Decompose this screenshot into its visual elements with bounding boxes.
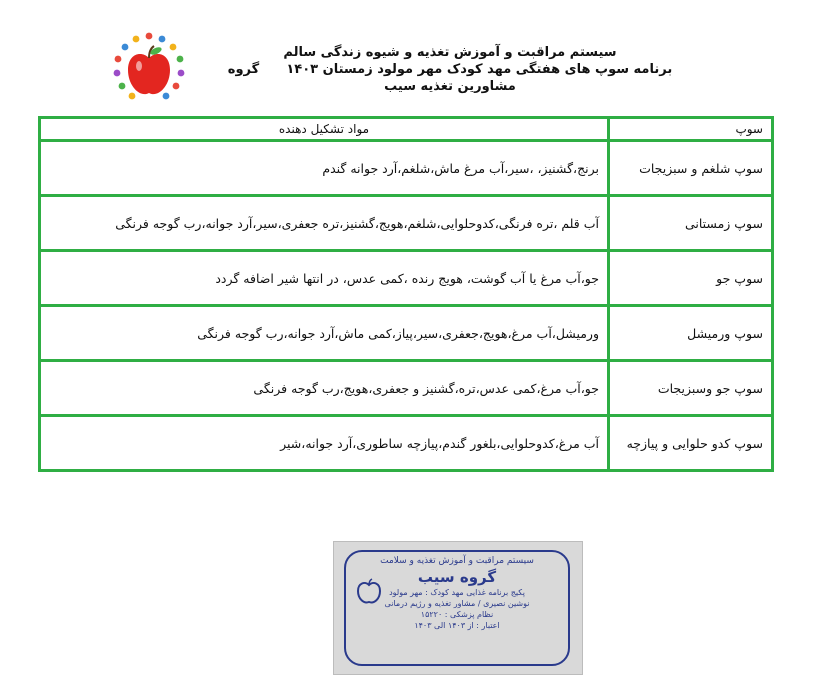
soup-ingredients: آب مرغ،کدوحلوایی،بلغور گندم،پیازچه ساطوری،آرد جوانه،شیر xyxy=(40,416,609,471)
header-subtitle xyxy=(200,61,700,95)
apple-icon xyxy=(128,54,170,94)
table-header-row xyxy=(40,118,773,141)
table-row xyxy=(40,361,773,416)
stamp-title: گروه سیب xyxy=(417,568,497,586)
table-row xyxy=(40,251,773,306)
table-row xyxy=(40,196,773,251)
soup-name: سوپ جو وسبزیجات xyxy=(609,361,773,416)
column-header-soup: سوپ xyxy=(609,118,773,141)
stamp-line-4: اعتبار : از ۱۴۰۳ الی ۱۴۰۳ xyxy=(414,621,500,630)
soup-name: سوپ شلغم و سبزیجات xyxy=(609,141,773,196)
stamp-line-2: نوشین نصیری / مشاور تغذیه و رژیم درمانی xyxy=(384,599,530,608)
soup-name: سوپ کدو حلوایی و پیازچه xyxy=(609,416,773,471)
stamp-apple-icon xyxy=(354,576,384,606)
stamp xyxy=(344,550,570,666)
table-row xyxy=(40,141,773,196)
stamp-image xyxy=(333,541,583,675)
soup-name: سوپ جو xyxy=(609,251,773,306)
soup-ingredients: جو،آب مرغ،کمی عدس،تره،گشنیز و جعفری،هویج،رب گوجه فرنگی xyxy=(40,361,609,416)
soup-ingredients: جو،آب مرغ یا آب گوشت، هویج رنده ،کمی عدس، در انتها شیر اضافه گردد xyxy=(40,251,609,306)
table-row xyxy=(40,306,773,361)
soup-ingredients: برنج،گشنیز، ،سیر،آب مرغ ماش،شلغم،آرد جوانه گندم xyxy=(40,141,609,196)
program-title: برنامه سوپ های هفتگی مهد کودک مهر مولود زمستان ۱۴۰۳ xyxy=(286,62,673,77)
stamp-line-1: پکیج برنامه غذایی مهد کودک : مهر مولود xyxy=(389,588,525,597)
apple-logo xyxy=(110,30,188,108)
group-name: گروه مشاورین تغذیه سیب xyxy=(227,62,516,94)
soup-name: سوپ ورمیشل xyxy=(609,306,773,361)
soup-ingredients: ورمیشل،آب مرغ،هویج،جعفری،سیر،پیاز،کمی ماش،آرد جوانه،رب گوجه فرنگی xyxy=(40,306,609,361)
soup-ingredients: آب قلم ،تره فرنگی،کدوحلوایی،شلغم،هویج،گشنیز،تره جعفری،سیر،آرد جوانه،رب گوجه فرنگی xyxy=(40,196,609,251)
soup-menu-table xyxy=(38,116,774,472)
document-header xyxy=(200,44,700,95)
soup-name: سوپ زمستانی xyxy=(609,196,773,251)
table-row xyxy=(40,416,773,471)
header-title: سیستم مراقبت و آموزش تغذیه و شیوه زندگی سالم xyxy=(283,45,617,60)
column-header-ingredients: مواد تشکیل دهنده xyxy=(40,118,609,141)
stamp-org: سیستم مراقبت و آموزش تغذیه و سلامت xyxy=(380,556,534,566)
stamp-line-3: نظام پزشکی : ۱۵۲۲۰ xyxy=(420,610,494,619)
